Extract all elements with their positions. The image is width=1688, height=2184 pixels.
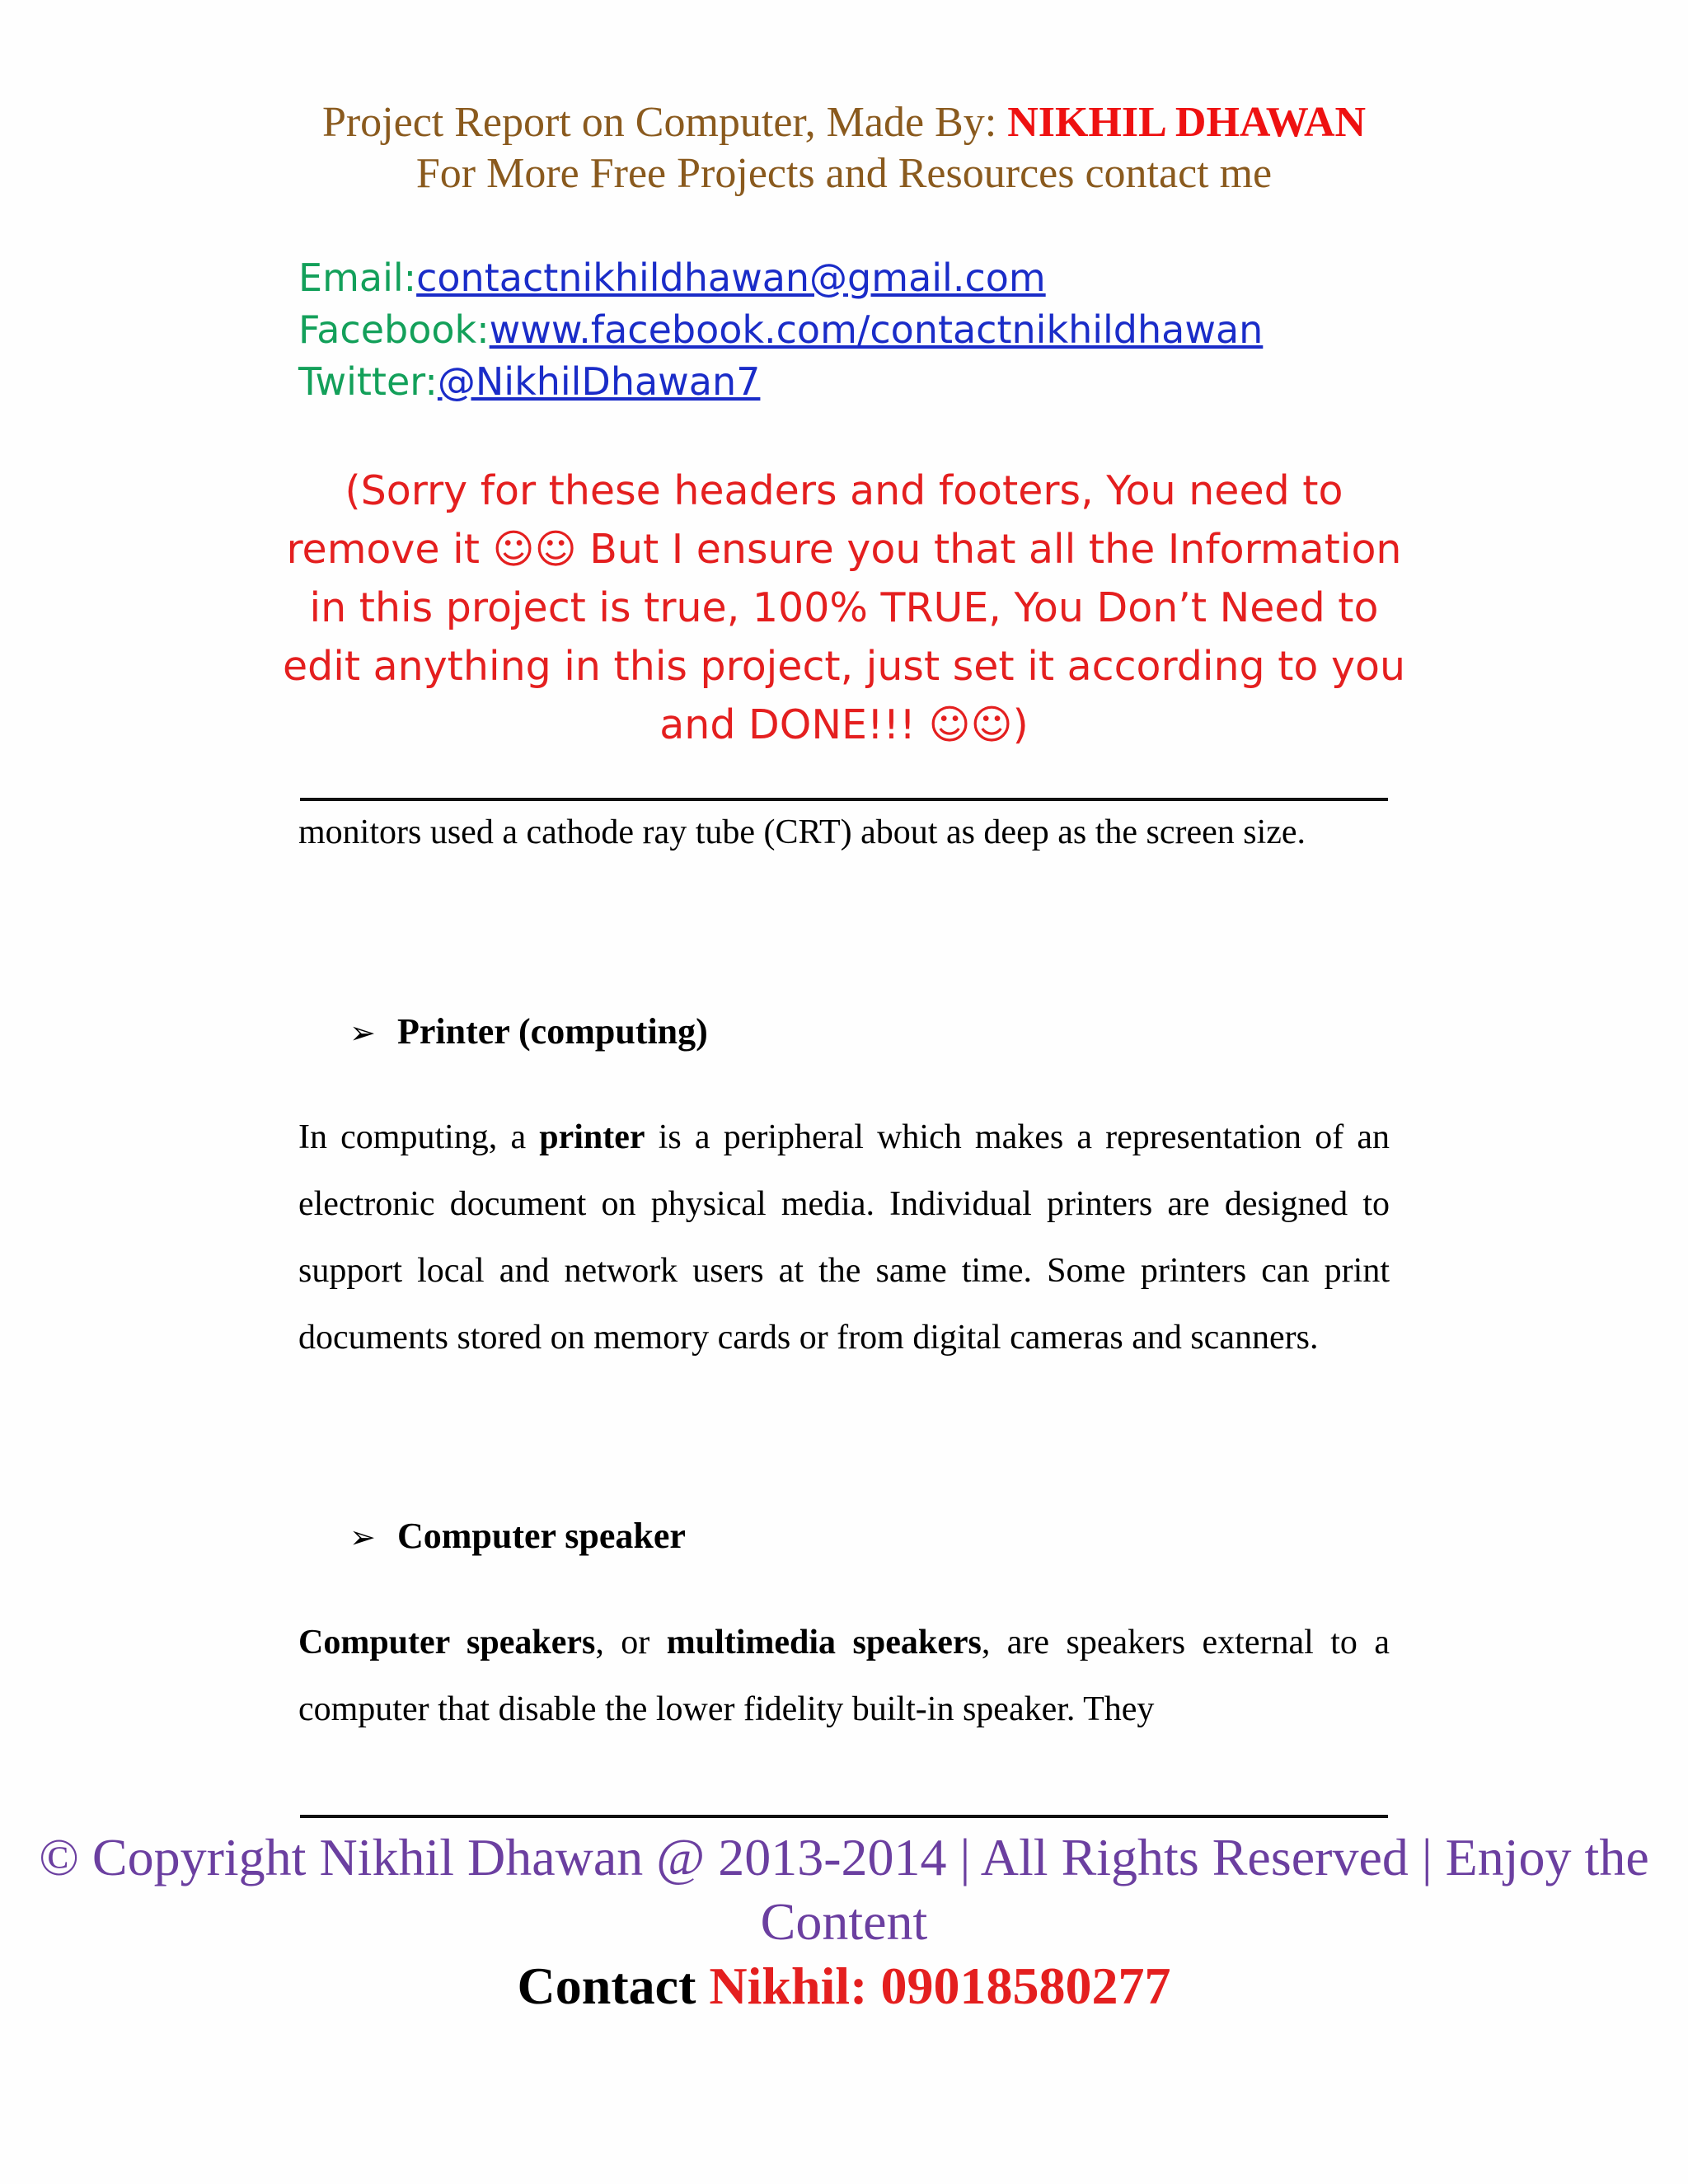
email-label: Email: xyxy=(298,255,417,300)
printer-heading-text: Printer (computing) xyxy=(397,1011,708,1052)
header-title xyxy=(0,97,1688,148)
arrow-bullet-icon: ➢ xyxy=(349,1015,376,1051)
header-title-prefix: Project Report on Computer, Made By: xyxy=(321,99,1008,146)
printer-paragraph xyxy=(298,1104,1390,1371)
contact-twitter-row xyxy=(298,356,1263,408)
footer-divider xyxy=(300,1815,1388,1818)
printer-intro: In computing, a xyxy=(298,1118,540,1156)
twitter-link[interactable]: @NikhilDhawan7 xyxy=(437,359,761,404)
twitter-label: Twitter: xyxy=(298,359,438,404)
printer-rest: is a peripheral which makes a representation of an electronic document on physical media. Individual printers are designed to support local and network users at the same time. Some printers can print documents stored on memory cards or from digital cameras and scanners. xyxy=(298,1118,1390,1357)
header-subtitle: For More Free Projects and Resources contact me xyxy=(415,150,1273,197)
speaker-bold-term-2: multimedia speakers xyxy=(666,1624,982,1661)
footer-contact xyxy=(0,1955,1688,2018)
footer-copyright: © Copyright Nikhil Dhawan @ 2013-2014 | All Rights Reserved | Enjoy the Content xyxy=(39,1828,1649,1951)
header-author: NIKHIL DHAWAN xyxy=(1007,99,1367,146)
footer-contact-value: Nikhil: 09018580277 xyxy=(709,1957,1171,2015)
footer-contact-label: Contact xyxy=(517,1957,710,2015)
notice-text: (Sorry for these headers and footers, You need to remove it ☺☺ But I ensure you that all the Information in this project is true, 100% TRUE, You Don’t Need to edit anything in this project, just set it according to you and DONE!!! ☺☺) xyxy=(282,467,1406,748)
facebook-label: Facebook: xyxy=(298,307,490,352)
speaker-bold-term-1: Computer speakers xyxy=(298,1624,596,1661)
speaker-rest: , are speakers external to a computer that disable the lower fidelity built-in speaker. They xyxy=(298,1624,1390,1728)
printer-bold-term: printer xyxy=(539,1118,645,1156)
email-link[interactable]: contactnikhildhawan@gmail.com xyxy=(416,255,1046,300)
speaker-mid: , or xyxy=(595,1624,667,1661)
contact-facebook-row xyxy=(298,304,1263,356)
printer-heading xyxy=(349,1007,708,1057)
arrow-bullet-icon: ➢ xyxy=(349,1519,376,1555)
contact-email-row xyxy=(298,252,1263,304)
facebook-link[interactable]: www.facebook.com/contactnikhildhawan xyxy=(489,307,1264,352)
contact-block xyxy=(298,252,1263,408)
speaker-heading xyxy=(349,1511,686,1562)
continuation-paragraph: monitors used a cathode ray tube (CRT) about as deep as the screen size. xyxy=(298,813,1306,851)
speaker-heading-text: Computer speaker xyxy=(397,1516,686,1556)
speaker-paragraph xyxy=(298,1610,1390,1743)
